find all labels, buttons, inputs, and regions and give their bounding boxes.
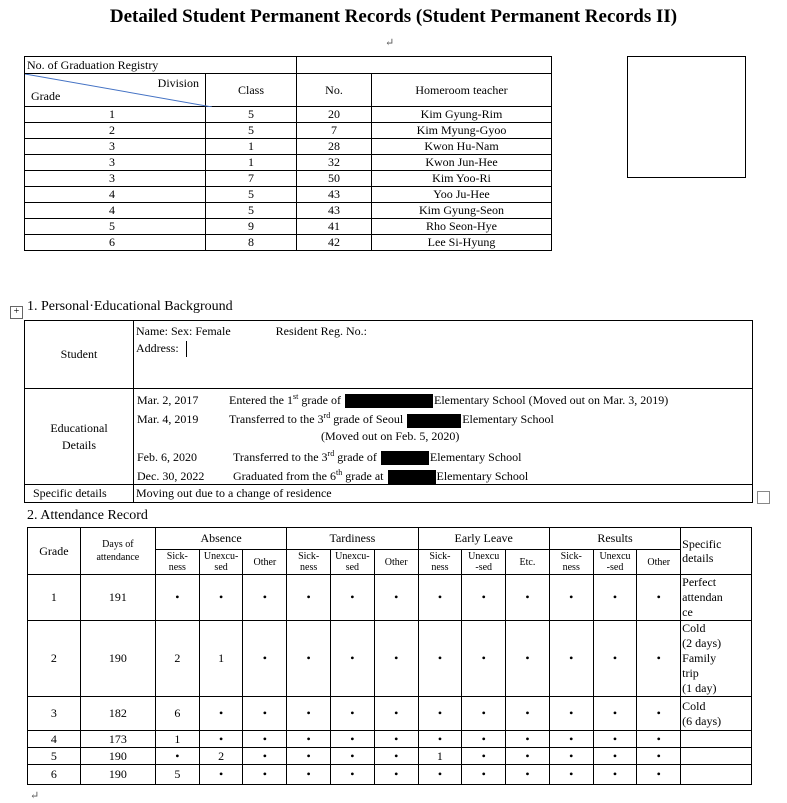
att-cell: • [637, 731, 681, 748]
att-detail-line: Cold [682, 621, 706, 635]
redaction-block [381, 451, 429, 465]
edu-text-post: grade at [342, 468, 384, 483]
att-detail-line: (6 days) [682, 713, 722, 728]
att-specific-details [681, 748, 752, 765]
att-subheader [462, 550, 506, 575]
att-subheader [243, 550, 287, 575]
registry-teacher: Lee Si-Hyung [372, 235, 552, 251]
registry-teacher: Kim Myung-Gyoo [372, 123, 552, 139]
edu-line [137, 389, 749, 408]
registry-no: 32 [297, 155, 372, 171]
class-header: Class [206, 74, 297, 107]
att-cell: • [549, 621, 593, 697]
att-specific-header-1: Specific [682, 537, 722, 551]
registry-row [25, 203, 552, 219]
att-cell: • [593, 575, 637, 621]
att-detail-line: (2 days) [682, 636, 722, 650]
att-row [28, 621, 752, 697]
registry-table [24, 56, 552, 251]
registry-class: 9 [206, 219, 297, 235]
att-specific-details [681, 697, 752, 731]
att-subheader [374, 550, 418, 575]
att-cell: • [593, 748, 637, 765]
att-days-header-2: attendance [96, 552, 140, 563]
edu-text: Transferred to the 3 [233, 449, 328, 464]
registry-no: 43 [297, 203, 372, 219]
registry-no: 7 [297, 123, 372, 139]
att-detail-line: Perfect [682, 575, 717, 589]
registry-no: 42 [297, 235, 372, 251]
att-cell: • [374, 765, 418, 785]
att-cell: • [287, 697, 331, 731]
att-cell: • [331, 575, 375, 621]
registry-grade: 3 [25, 171, 206, 187]
att-cell: • [462, 697, 506, 731]
teacher-header: Homeroom teacher [372, 74, 552, 107]
paragraph-mark: ↵ [385, 37, 395, 49]
att-specific-details [681, 575, 752, 621]
edu-ordinal: rd [327, 448, 335, 458]
att-subheader-line2: ness [562, 562, 580, 573]
att-subheader [199, 550, 243, 575]
att-cell: • [155, 575, 199, 621]
att-subheader [287, 550, 331, 575]
att-cell: • [593, 765, 637, 785]
registry-teacher: Kim Gyung-Rim [372, 107, 552, 123]
att-days: 173 [80, 731, 155, 748]
registry-grade: 4 [25, 203, 206, 219]
edu-line [137, 446, 749, 465]
edu-school: Elementary School [429, 449, 522, 464]
edu-text: Transferred to the 3 [229, 412, 324, 427]
registry-class: 5 [206, 187, 297, 203]
att-cell: • [331, 621, 375, 697]
att-subheader-line1: Other [647, 556, 671, 568]
att-subheader-line1: Unexcu- [203, 551, 239, 562]
att-cell: • [374, 575, 418, 621]
att-row [28, 731, 752, 748]
registry-class: 5 [206, 107, 297, 123]
att-cell: • [506, 748, 550, 765]
att-cell: • [418, 765, 462, 785]
att-cell: • [374, 697, 418, 731]
att-row [28, 765, 752, 785]
att-cell: 2 [199, 748, 243, 765]
registry-teacher: Kim Yoo-Ri [372, 171, 552, 187]
edu-details-cell [134, 389, 753, 485]
att-subheader-line2: -sed [606, 562, 624, 573]
registry-teacher: Yoo Ju-Hee [372, 187, 552, 203]
registry-no: 50 [297, 171, 372, 187]
att-grade: 2 [28, 621, 81, 697]
registry-grade: 4 [25, 187, 206, 203]
att-subheader-line1: Sick- [298, 551, 320, 562]
att-subheader-line1: Other [384, 556, 408, 568]
section2-heading: 2. Attendance Record [27, 508, 148, 523]
att-grade: 3 [28, 697, 81, 731]
address-label: Address: [136, 341, 179, 355]
att-cell: • [462, 748, 506, 765]
att-cell: • [199, 575, 243, 621]
att-cell: • [287, 748, 331, 765]
registry-row [25, 235, 552, 251]
att-cell: • [637, 575, 681, 621]
att-cell: • [374, 748, 418, 765]
registry-class: 5 [206, 123, 297, 139]
att-detail-line: trip [682, 666, 699, 680]
att-subheader [549, 550, 593, 575]
registry-grade: 6 [25, 235, 206, 251]
att-subheader [506, 550, 550, 575]
att-days: 190 [80, 748, 155, 765]
paragraph-mark: ↵ [30, 790, 40, 802]
early-leave-header: Early Leave [418, 528, 549, 550]
att-cell: • [418, 621, 462, 697]
table-resize-handle-icon[interactable] [757, 491, 770, 504]
registry-grade: 2 [25, 123, 206, 139]
att-cell: • [549, 765, 593, 785]
registry-row [25, 155, 552, 171]
att-cell: • [593, 621, 637, 697]
att-cell: • [462, 765, 506, 785]
table-move-handle-icon[interactable]: + [10, 306, 23, 319]
edu-line [137, 465, 749, 484]
att-cell: • [243, 748, 287, 765]
registry-class: 1 [206, 139, 297, 155]
att-days: 190 [80, 621, 155, 697]
att-subheader-line1: Sick- [560, 551, 582, 562]
att-cell: • [637, 765, 681, 785]
att-cell: 5 [155, 765, 199, 785]
att-cell: 2 [155, 621, 199, 697]
edu-school: Elementary School [462, 412, 554, 427]
att-subheader-line1: Etc. [519, 556, 536, 568]
att-row [28, 575, 752, 621]
edu-school: Elementary School (Moved out on Mar. 3, 2019) [433, 393, 669, 407]
att-days: 190 [80, 765, 155, 785]
registry-teacher: Rho Seon-Hye [372, 219, 552, 235]
registry-class: 5 [206, 203, 297, 219]
att-specific-details [681, 731, 752, 748]
att-cell: • [199, 697, 243, 731]
att-detail-line: ce [682, 605, 693, 619]
no-header: No. [297, 74, 372, 107]
registry-grade: 1 [25, 107, 206, 123]
att-cell: 1 [418, 748, 462, 765]
att-subheader-line2: ness [300, 562, 318, 573]
registry-row [25, 123, 552, 139]
att-cell: • [506, 621, 550, 697]
att-cell: • [506, 765, 550, 785]
att-cell: • [287, 621, 331, 697]
edu-line [137, 428, 749, 444]
att-row [28, 748, 752, 765]
att-cell: • [593, 731, 637, 748]
att-specific-details [681, 765, 752, 785]
att-cell: • [506, 575, 550, 621]
registry-row [25, 219, 552, 235]
registry-no: 20 [297, 107, 372, 123]
att-cell: • [549, 731, 593, 748]
edu-text: Graduated from the 6 [233, 468, 336, 483]
edu-date: Dec. 30, 2022 [137, 468, 205, 483]
att-specific-details [681, 621, 752, 697]
att-cell: • [243, 575, 287, 621]
absence-header: Absence [155, 528, 286, 550]
section1-heading: 1. Personal·Educational Background [27, 299, 233, 314]
att-cell: • [637, 697, 681, 731]
edu-ordinal: rd [323, 411, 331, 421]
registry-no: 28 [297, 139, 372, 155]
registry-grade: 3 [25, 155, 206, 171]
att-cell: • [243, 621, 287, 697]
att-cell: 1 [199, 621, 243, 697]
att-cell: • [506, 731, 550, 748]
att-cell: • [287, 765, 331, 785]
att-cell: 6 [155, 697, 199, 731]
att-subheader [593, 550, 637, 575]
att-subheader [331, 550, 375, 575]
page-title: Detailed Student Permanent Records (Student Permanent Records II) [109, 6, 678, 27]
att-cell: • [637, 748, 681, 765]
att-cell: • [637, 621, 681, 697]
registry-teacher: Kwon Jun-Hee [372, 155, 552, 171]
att-subheader [155, 550, 199, 575]
registry-teacher: Kwon Hu-Nam [372, 139, 552, 155]
att-subheader [637, 550, 681, 575]
edu-school: Elementary School [436, 468, 529, 483]
att-subheader-line1: Unexcu- [335, 551, 370, 562]
results-header: Results [549, 528, 680, 550]
edu-date: Feb. 6, 2020 [137, 449, 197, 464]
registry-grade: 5 [25, 219, 206, 235]
att-cell: • [418, 697, 462, 731]
att-grade: 4 [28, 731, 81, 748]
att-subheader-line1: Sick- [429, 551, 451, 562]
division-grade-cell [25, 74, 206, 107]
registry-row [25, 187, 552, 203]
student-label: Student [25, 321, 134, 389]
att-cell: • [593, 697, 637, 731]
att-subheader-line1: Unexcu [599, 551, 631, 562]
edu-text-post: grade of [298, 393, 341, 407]
att-cell: • [418, 575, 462, 621]
photo-box [627, 56, 746, 178]
att-detail-line: Family [682, 651, 717, 665]
att-cell: • [549, 697, 593, 731]
att-cell: • [199, 731, 243, 748]
registry-teacher: Kim Gyung-Seon [372, 203, 552, 219]
att-row [28, 697, 752, 731]
redaction-block [407, 414, 461, 428]
edu-line [137, 408, 749, 427]
redaction-block [388, 470, 436, 484]
background-table [24, 320, 753, 503]
division-label: Division [157, 76, 199, 90]
text-cursor [186, 341, 187, 357]
att-cell: • [418, 731, 462, 748]
edu-date: Mar. 2, 2017 [137, 393, 199, 407]
edu-text-post: grade of Seoul [330, 412, 404, 427]
edu-date: Mar. 4, 2019 [137, 412, 199, 427]
att-grade: 1 [28, 575, 81, 621]
att-cell: • [155, 748, 199, 765]
att-cell: • [287, 575, 331, 621]
resident-label: Resident Reg. No.: [275, 324, 367, 338]
att-cell: • [287, 731, 331, 748]
att-cell: • [331, 697, 375, 731]
att-specific-header-2: details [682, 551, 714, 565]
edu-ordinal: th [335, 467, 343, 477]
att-cell: • [462, 621, 506, 697]
att-cell: • [331, 765, 375, 785]
att-subheader-line2: sed [345, 562, 360, 573]
att-cell: • [243, 765, 287, 785]
att-cell: • [243, 697, 287, 731]
registry-class: 8 [206, 235, 297, 251]
att-subheader-line2: ness [431, 562, 449, 573]
registry-class: 7 [206, 171, 297, 187]
att-cell: • [506, 697, 550, 731]
registry-class: 1 [206, 155, 297, 171]
specific-value: Moving out due to a change of residence [134, 485, 753, 503]
edu-label-2: Details [62, 437, 96, 452]
att-cell: • [331, 748, 375, 765]
registry-row [25, 171, 552, 187]
att-subheader [418, 550, 462, 575]
att-grade: 5 [28, 748, 81, 765]
name-line: Name: Sex: Female [136, 324, 231, 338]
registry-no-label: No. of Graduation Registry [25, 57, 297, 74]
registry-grade: 3 [25, 139, 206, 155]
registry-row [25, 107, 552, 123]
att-subheader-line1: Sick- [166, 551, 188, 562]
att-subheader-line2: sed [214, 562, 228, 573]
att-subheader-line1: Other [253, 556, 277, 568]
att-cell: • [462, 731, 506, 748]
edu-text: Entered the 1 [229, 393, 293, 407]
att-cell: • [243, 731, 287, 748]
att-cell: • [549, 748, 593, 765]
att-grade: 6 [28, 765, 81, 785]
att-cell: • [374, 621, 418, 697]
specific-label: Specific details [25, 485, 134, 503]
edu-text: (Moved out on Feb. 5, 2020) [321, 428, 460, 443]
att-cell: • [331, 731, 375, 748]
att-cell: • [199, 765, 243, 785]
att-cell: • [374, 731, 418, 748]
registry-row [25, 139, 552, 155]
registry-no: 43 [297, 187, 372, 203]
att-subheader-line2: ness [168, 562, 186, 573]
registry-no: 41 [297, 219, 372, 235]
edu-ordinal: st [292, 392, 299, 401]
att-detail-line: Cold [682, 698, 706, 713]
att-days-header-1: Days of [102, 539, 134, 550]
edu-text-post: grade of [334, 449, 377, 464]
grade-label: Grade [31, 89, 61, 103]
att-cell: • [549, 575, 593, 621]
att-detail-line: attendan [682, 590, 723, 604]
edu-label-1: Educational [50, 420, 108, 435]
att-detail-line: (1 day) [682, 681, 717, 695]
tardiness-header: Tardiness [287, 528, 418, 550]
att-days: 182 [80, 697, 155, 731]
att-subheader-line1: Unexcu [468, 551, 500, 562]
redaction-block [345, 394, 433, 408]
att-subheader-line2: -sed [475, 562, 493, 573]
att-days: 191 [80, 575, 155, 621]
attendance-table [27, 527, 752, 785]
att-grade-header: Grade [28, 528, 81, 575]
att-cell: 1 [155, 731, 199, 748]
att-cell: • [462, 575, 506, 621]
